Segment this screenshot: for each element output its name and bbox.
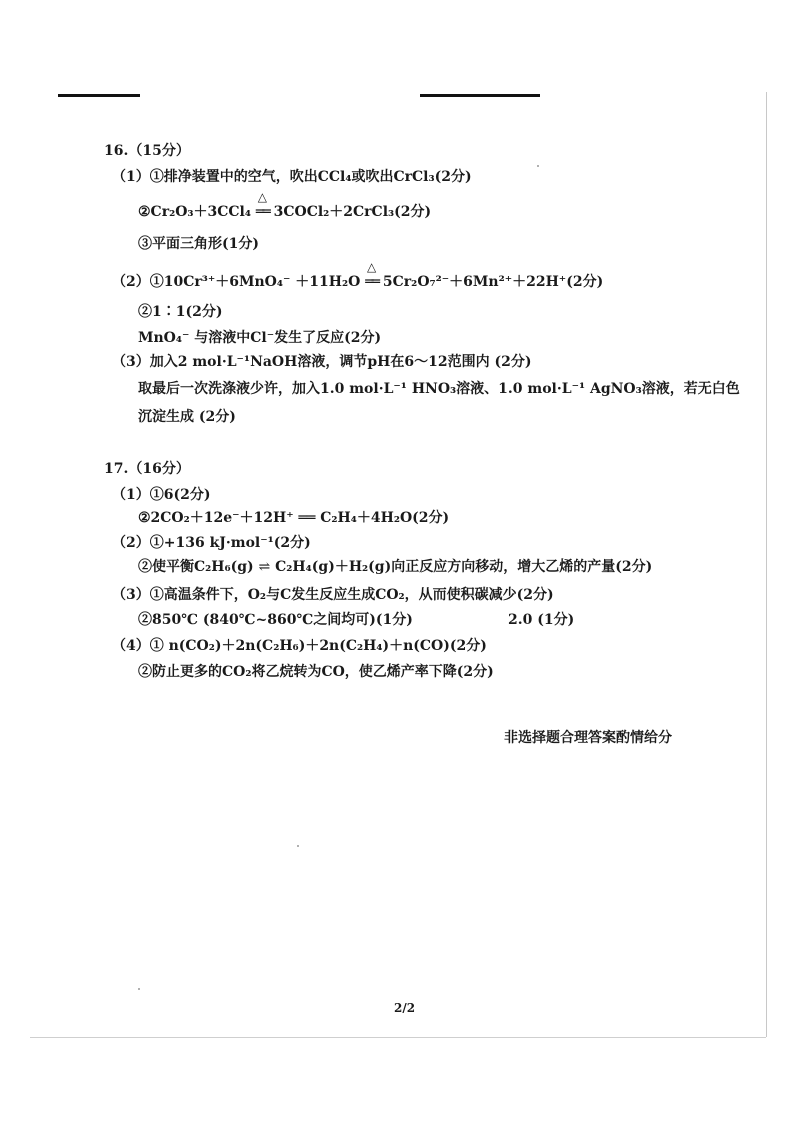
- q17-header: 17.（16分）: [104, 461, 190, 477]
- q17-part3-item1: （3）①高温条件下，O₂与C发生反应生成CO₂，从而使积碳减少(2分): [112, 587, 554, 603]
- q17-equilibrium-rest: C₂H₄(g)＋H₂(g)向正反应方向移动，增大乙烯的产量(2分): [275, 559, 653, 575]
- q16-part2-item2: ②1∶1(2分): [138, 304, 223, 320]
- q16-part1-item3: ③平面三角形(1分): [138, 236, 259, 252]
- q16-part3-item1: （3）加入2 mol·L⁻¹NaOH溶液，调节pH在6～12范围内 (2分): [112, 354, 532, 370]
- q16-eq1-products: 3COCl₂＋2CrCl₃(2分): [273, 204, 432, 220]
- q16-part3-item3: 沉淀生成 (2分): [138, 409, 236, 425]
- q16-part2-item3: MnO₄⁻ 与溶液中Cl⁻发生了反应(2分): [138, 330, 382, 346]
- q16-eq1-condition-sign: △ ══: [255, 190, 269, 220]
- scan-speck: [537, 165, 539, 167]
- scan-speck: [297, 845, 299, 847]
- q17-equilibrium-reactant: ②使平衡C₂H₆(g): [138, 559, 254, 575]
- scan-edge-right: [766, 92, 767, 1037]
- q16-eq2-condition-sign: △ ══: [365, 260, 379, 290]
- scan-speck: [138, 988, 140, 990]
- q17-part2-item2: [138, 556, 652, 576]
- grading-note: 非选择题合理答案酌情给分: [504, 730, 672, 746]
- q16-eq2-products: 5Cr₂O₇²⁻＋6Mn²⁺＋22H⁺(2分): [382, 274, 604, 290]
- q17-part1-item2: ②2CO₂＋12e⁻＋12H⁺ ══ C₂H₄＋4H₂O(2分): [138, 510, 450, 526]
- q17-part4-item1: （4）① n(CO₂)＋2n(C₂H₆)＋2n(C₂H₄)＋n(CO)(2分): [112, 638, 487, 654]
- q17-part1-item1: （1）①6(2分): [112, 487, 211, 503]
- q17-part3-item2: ②850℃ (840℃~860℃之间均可)(1分): [138, 612, 413, 628]
- q16-header: 16.（15分）: [104, 143, 190, 159]
- top-rule-left: [58, 94, 140, 97]
- q16-eq2-reactants: （2）①10Cr³⁺＋6MnO₄⁻ ＋11H₂O: [112, 274, 361, 290]
- q17-part4-item2: ②防止更多的CO₂将乙烷转为CO，使乙烯产率下降(2分): [138, 664, 494, 680]
- q16-eq1-reactants: ②Cr₂O₃＋3CCl₄: [138, 204, 252, 220]
- q16-part3-item2: 取最后一次洗涤液少许，加入1.0 mol·L⁻¹ HNO₃溶液、1.0 mol·L⁻¹ AgNO₃溶液，若无白色: [138, 381, 740, 397]
- equilibrium-arrows-icon: ⇌: [258, 559, 271, 575]
- q16-part1-item1: （1）①排净装置中的空气，吹出CCl₄或吹出CrCl₃(2分): [112, 169, 472, 185]
- q16-part2-item1: [112, 260, 604, 291]
- q17-part2-item1: （2）①+136 kJ·mol⁻¹(2分): [112, 535, 311, 551]
- scan-edge-bottom: [30, 1037, 766, 1038]
- q16-part1-item2: [138, 190, 432, 221]
- heat-triangle-icon: △: [257, 190, 267, 204]
- q17-part3-item3: 2.0 (1分): [508, 612, 575, 628]
- page-number: 2/2: [394, 1001, 416, 1015]
- heat-triangle-icon: △: [367, 260, 377, 274]
- top-rule-right: [420, 94, 540, 97]
